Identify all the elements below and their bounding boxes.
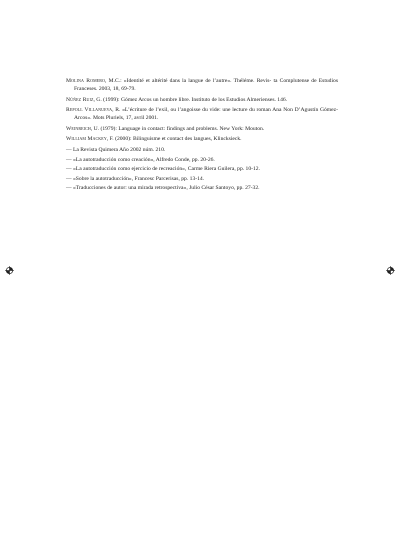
bibliography-entry [66, 135, 338, 143]
entry-text: , F. (2000): Bilinguisme et contact des langues, Klincksieck. [106, 136, 242, 143]
bibliography-entry [66, 106, 338, 122]
registration-mark-icon [386, 266, 395, 275]
registration-mark-icon [5, 266, 14, 275]
bibliography [66, 77, 338, 194]
bibliography-entry [66, 77, 338, 93]
entry-author: Molina Romero [66, 78, 106, 84]
entry-author: Repoll Villanueva [66, 107, 113, 114]
bibliography-sub-entry: — «Traducciones de autor: una mirada retrospectiva», Julio César Santoyo, pp. 27-32. [66, 185, 260, 192]
bibliography-sub-entry: — «La autotraducción como creación», Alfredo Conde, pp. 20-26. [66, 156, 215, 163]
entry-author: Weinreich [66, 125, 91, 132]
entry-text: , G. (1999): Gómez Arcos un hombre libre. Instituto de los Estudios Almerienses. 146. [93, 96, 288, 103]
bibliography-sub-entry: — «Sobre la autotraducción», Francesc Parcerisas, pp. 13-14. [66, 175, 205, 182]
entry-author: Núñez Ruiz [66, 96, 94, 103]
entry-text: , U. (1979): Language in contact: findings and problems. New York: Mouton. [90, 125, 265, 132]
bibliography-entry [66, 125, 338, 133]
bibliography-sub-entry: — La Revista Quimera Año 2002 núm. 210. [66, 146, 166, 153]
entry-text: , R. «L’écriture de l’exil, ou l’angoisse du vide: une lecture du roman Ana Non D’Agustín Gómez-Arcos». Mots Pluriels, 17, avril 2001. [74, 107, 338, 122]
bibliography-sub-entry: — «La autotraducción como ejercicio de recreación», Carme Riera Guilera, pp. 10-12. [66, 166, 260, 173]
bibliography-entry [66, 96, 338, 104]
entry-text: , M.C.: «Identité et altérité dans la langue de l’autre». Théléme. Revis- ta Complutense de Estudios Franceses. 2003, 18, 69-79. [74, 78, 338, 92]
entry-author: William Mackey [66, 136, 107, 143]
